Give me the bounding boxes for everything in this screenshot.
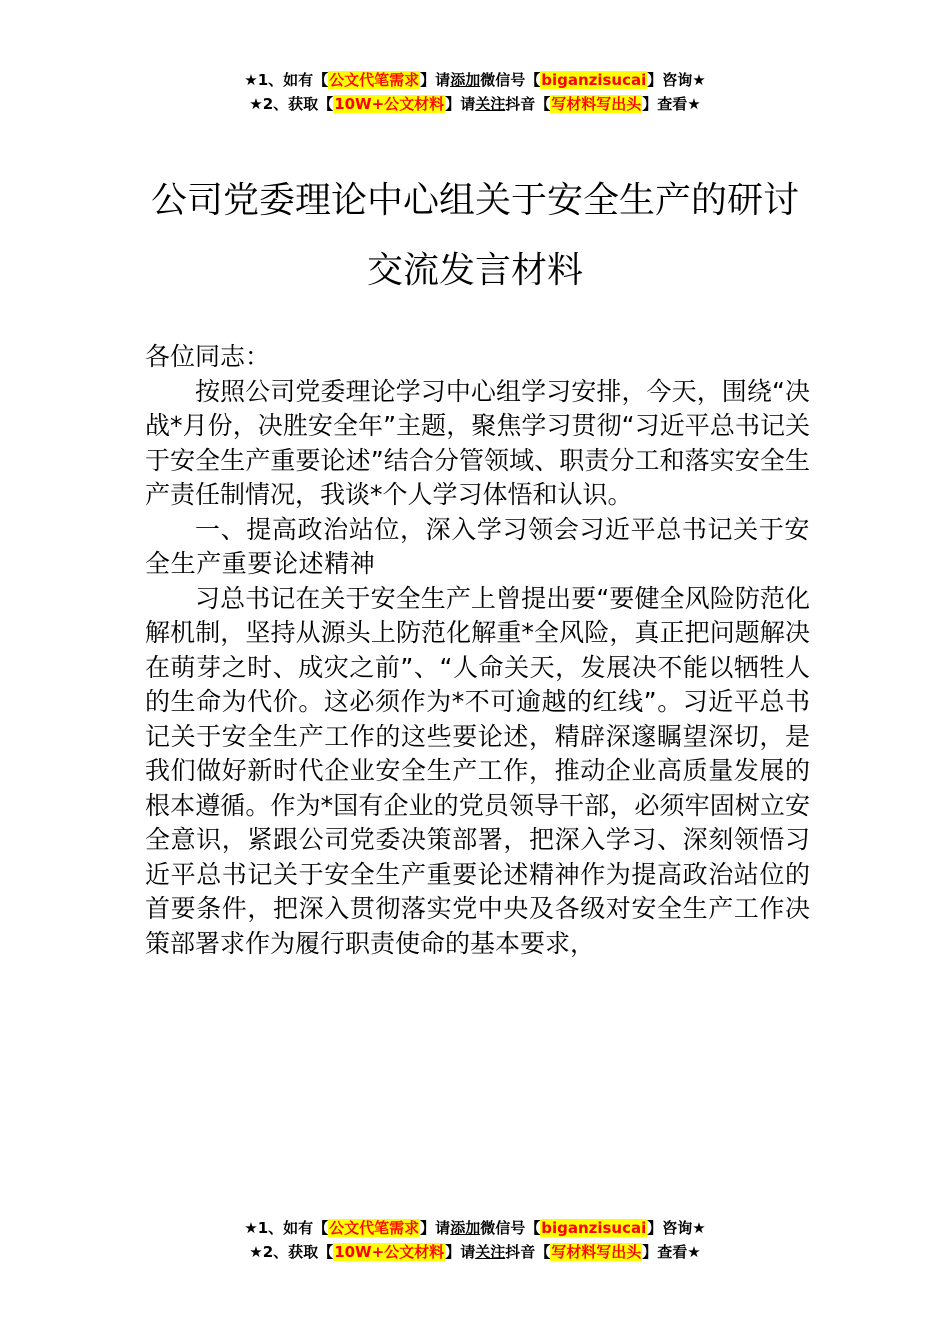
paragraph-intro: 按照公司党委理论学习中心组学习安排，今天，围绕“决战*月份，决胜安全年”主题，聚焦学习贯彻“习近平总书记关于安全生产重要论述”结合分管领域、职责分工和落实安全生产责任制情况，我谈*个人学习体悟和认识。 [145, 376, 810, 509]
banner-text: 】咨询★ [647, 1219, 706, 1237]
banner-text: ★2、获取【 [249, 95, 334, 113]
paragraph-body: 习总书记在关于安全生产上曾提出要“要健全风险防范化解机制，坚持从源头上防范化解重*全风险，真正把问题解决在萌芽之时、成灾之前”、“人命关天，发展决不能以牺牲人的生命为代价。这必须作为*不可逾越的红线”。习近平总书记关于安全生产工作的这些要论述，精辟深邃瞩望深切，是我们做好新时代企业安全生产工作，推动企业高质量发展的根本遵循。作为*国有企业的党员领导干部，必须牢固树立安全意识，紧跟公司党委决策部署，把深入学习、深刻领悟习近平总书记关于安全生产重要论述精神作为提高政治站位的首要条件，把深入贯彻落实党中央及各级对安全生产工作决策部署求作为履行职责使命的基本要求， [145, 583, 810, 958]
banner-highlight: biganzisucai [541, 71, 647, 89]
header-banner [0, 68, 950, 116]
banner-text: ★1、如有【 [244, 71, 329, 89]
salutation: 各位同志： [145, 342, 271, 371]
banner-text: 】请 [445, 1243, 476, 1261]
banner-highlight: 10W+公文材料 [334, 95, 445, 113]
banner-line-1 [0, 68, 950, 92]
document-title-line-1: 公司党委理论中心组关于安全生产的研讨 [150, 180, 799, 221]
banner-highlight: 写材料写出头 [551, 1243, 642, 1261]
banner-text: 】请 [445, 95, 476, 113]
banner-line-1 [0, 1216, 950, 1240]
banner-highlight: 10W+公文材料 [334, 1243, 445, 1261]
banner-text: 抖音【 [505, 95, 551, 113]
footer-banner [0, 1216, 950, 1264]
banner-text: 】请 [420, 71, 451, 89]
banner-text: 抖音【 [505, 1243, 551, 1261]
banner-highlight: biganzisucai [541, 1219, 647, 1237]
banner-text: 微信号【 [480, 1219, 541, 1237]
banner-line-2 [0, 1240, 950, 1264]
banner-highlight: 公文代笔需求 [329, 71, 420, 89]
banner-text: ★2、获取【 [249, 1243, 334, 1261]
banner-text: 】查看★ [642, 95, 701, 113]
banner-text: 】咨询★ [647, 71, 706, 89]
banner-line-2 [0, 92, 950, 116]
banner-underlined: 关注 [475, 1243, 506, 1261]
banner-text: 】查看★ [642, 1243, 701, 1261]
section-heading: 一、提高政治站位，深入学习领会习近平总书记关于安全生产重要论述精神 [145, 514, 810, 578]
banner-text: ★1、如有【 [244, 1219, 329, 1237]
banner-underlined: 添加 [450, 1219, 481, 1237]
document-title-line-2: 交流发言材料 [366, 250, 583, 291]
banner-highlight: 写材料写出头 [551, 95, 642, 113]
document-body [145, 340, 810, 961]
banner-underlined: 添加 [450, 71, 481, 89]
banner-text: 微信号【 [480, 71, 541, 89]
banner-text: 】请 [420, 1219, 451, 1237]
banner-underlined: 关注 [475, 95, 506, 113]
banner-highlight: 公文代笔需求 [329, 1219, 420, 1237]
